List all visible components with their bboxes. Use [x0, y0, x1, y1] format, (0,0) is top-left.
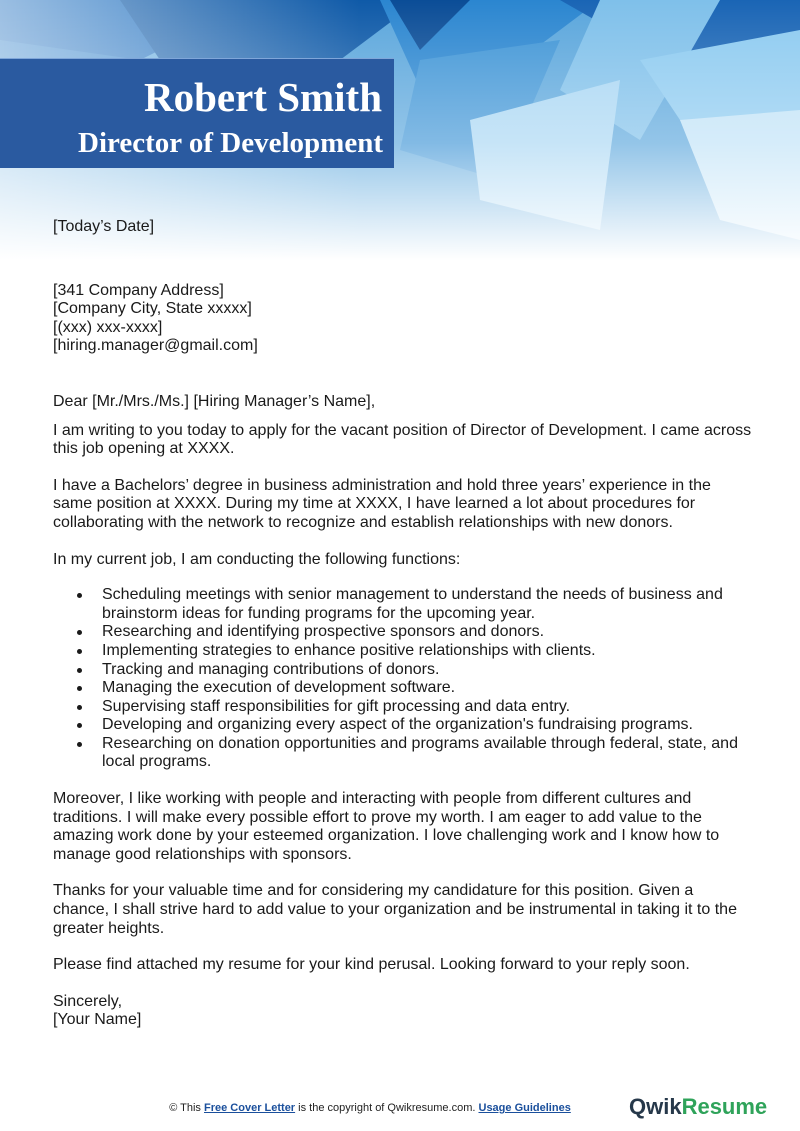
usage-guidelines-link[interactable]: Usage Guidelines	[478, 1102, 571, 1114]
address-line: [341 Company Address]	[53, 281, 224, 299]
duties-intro: In my current job, I am conducting the following functions:	[53, 550, 461, 568]
candidate-name: Robert Smith	[143, 74, 382, 120]
signoff: Sincerely,	[53, 992, 123, 1010]
paragraph-motivation: Moreover, I like working with people and interacting with people from different cultures and traditions. I will make every possible effort to prove my worth. I am eager to add value to the amazing work done by your esteemed organization. I love challenging work and I know how to manage good relationships with sponsors.	[53, 790, 720, 863]
name-title-box	[0, 58, 394, 168]
bullet-icon	[77, 742, 82, 747]
letter-date: [Today’s Date]	[53, 218, 155, 235]
list-item: Implementing strategies to enhance positive relationships with clients.	[53, 642, 753, 661]
recipient-address	[53, 282, 753, 356]
free-cover-letter-link[interactable]: Free Cover Letter	[204, 1102, 296, 1114]
duties-list	[53, 586, 753, 772]
list-item: Tracking and managing contributions of donors.	[53, 661, 753, 680]
bullet-icon	[77, 649, 82, 654]
paragraph-thanks: Thanks for your valuable time and for considering my candidature for this position. Given a chance, I shall strive hard to add value to your organization and be instrumental in taking it to the greater heights.	[53, 882, 737, 937]
bullet-icon	[77, 630, 82, 635]
list-item: Scheduling meetings with senior management to understand the needs of business and brainstorm ideas for funding programs for the upcoming year.	[53, 586, 753, 623]
bullet-icon	[77, 593, 82, 598]
qwikresume-logo[interactable]: QwikResume	[629, 1094, 768, 1119]
candidate-title: Director of Development	[78, 127, 383, 159]
paragraph-attachment: Please find attached my resume for your kind perusal. Looking forward to your reply soon.	[53, 956, 690, 974]
copyright-footer: © This Free Cover Letter is the copyright of Qwikresume.com. Usage Guidelines	[169, 1102, 571, 1114]
list-item: Researching on donation opportunities and programs available through federal, state, and local programs.	[53, 735, 753, 772]
list-item: Developing and organizing every aspect of the organization's fundraising programs.	[53, 716, 753, 735]
paragraph-experience: I have a Bachelors’ degree in business administration and hold three years’ experience in the same position at XXXX. During my time at XXXX, I have learned a lot about procedures for collaborating with the network to recognize and establish relationships with new donors.	[53, 476, 711, 531]
list-item: Managing the execution of development software.	[53, 679, 753, 698]
bullet-icon	[77, 723, 82, 728]
list-item: Supervising staff responsibilities for gift processing and data entry.	[53, 698, 753, 717]
bullet-icon	[77, 686, 82, 691]
bullet-icon	[77, 705, 82, 710]
paragraph-intro: I am writing to you today to apply for the vacant position of Director of Development. I came across this job opening at XXXX.	[53, 421, 752, 458]
list-item: Researching and identifying prospective sponsors and donors.	[53, 623, 753, 642]
letter-body	[53, 218, 753, 1030]
bullet-icon	[77, 668, 82, 673]
signature-name: [Your Name]	[53, 1011, 142, 1029]
address-line: [Company City, State xxxxx]	[53, 300, 252, 318]
address-line: [hiring.manager@gmail.com]	[53, 337, 258, 355]
greeting: Dear [Mr./Mrs./Ms.] [Hiring Manager’s Name],	[53, 392, 376, 410]
address-line: [(xxx) xxx-xxxx]	[53, 318, 163, 336]
